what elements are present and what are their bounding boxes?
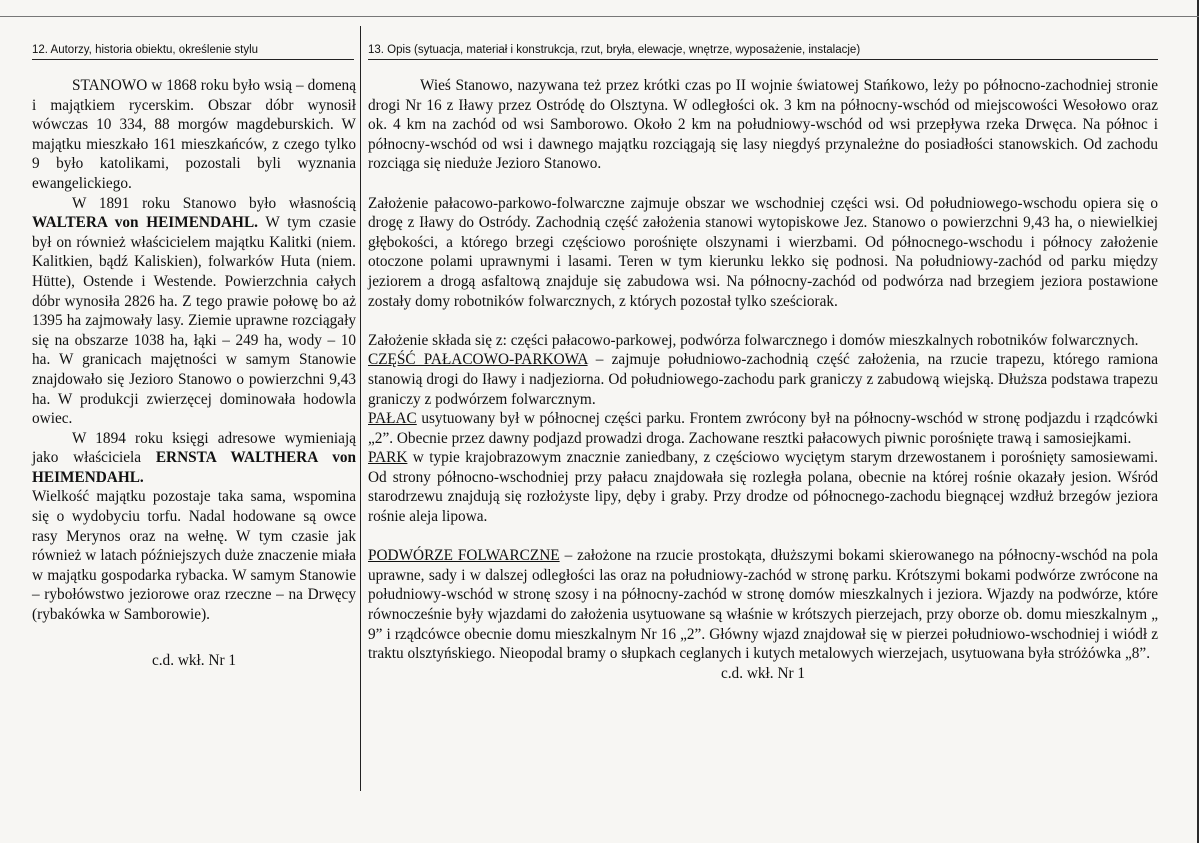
section-label: PAŁAC [368,410,417,428]
history-column [32,76,356,670]
section-text: – zajmuje południowo-zachodnią część założenia, na rzucie trapezu, którego ramiona stanowią drogi do Iławy i nadjeziorna. Od południowego-zachodu park graniczy z zabudową wiejską. Dłuższa podstawa trapezu graniczy z podwórzem folwarcznym. [368,351,1159,408]
column-divider [360,26,361,791]
left-column-header: 12. Autorzy, historia obiektu, określenie stylu [32,43,354,60]
history-paragraph-1: STANOWO w 1868 roku było wsią – domeną i majątkiem rycerskim. Obszar dóbr wynosił wówczas 10 334, 88 morgów magdeburskich. W majątku mieszkało 161 mieszkańców, z czego tylko 9 było katolikami, pozostali byli wyznania ewangelickiego. [32,77,356,192]
history-text: W 1891 roku Stanowo było własnością [72,194,356,212]
top-rule [0,16,1199,17]
section-palace [368,409,1158,448]
description-paragraph-layout: Założenie pałacowo-parkowo-folwarczne zajmuje obszar we wschodniej części wsi. Od południowego-wschodu opiera się o drogę z Iławy do Ostródy. Zachodnią część założenia stanowi wytopiskowe Jez. Stanowo o powierzchni 9,43 ha, o niewielkiej głębokości, a którego brzegi częściowo porośnięte olszynami i wierzbami. Od północnego-wschodu i północy założenie otoczone polami uprawnymi i lasami. Teren w tym kierunku lekko się podnosi. Na południowy-zachód od parku między jeziorem a drogą asfaltową znajduje się zabudowa wsi. Na północny-zachód od podwórza nad brzegiem jeziora postawione zostały domy robotników folwarcznych, z których pozostał tylko sześciorak. [368,194,1158,310]
section-text: w typie krajobrazowym znacznie zaniedbany, z częściowo wyciętym starym drzewostanem i porośnięty samosiewami. Od strony północno-wschodniej przy pałacu znajdowała się rozległa polana, obecnie na której rośnie okazały jesion. Wśród starodrzewu znajdują się rozłożyste lipy, dęby i graby. Przy drodze od północnego-zachodu biegnącej wzdłuż brzegów jeziora rośnie aleja lipowa. [368,449,1158,526]
continued-note: c.d. wkł. Nr 1 [720,664,806,682]
section-label: CZĘŚĆ PAŁACOWO-PARKOWA [368,351,588,369]
description-paragraph-components: Założenie składa się z: części pałacowo-parkowej, podwórza folwarcznego i domów mieszkalnych robotników folwarcznych. [368,331,1139,349]
section-label: PARK [368,449,408,467]
section-farmyard [368,546,1158,664]
section-park [368,448,1158,526]
section-text: usytuowany był w północnej części parku. Frontem zwrócony był na północny-wschód w stronę podjazdu i rządcówki „2”. Obecnie przez dawny podjazd prowadzi droga. Zachowane resztki pałacowych piwnic porośnięte trawą i samosiejkami. [368,410,1158,447]
right-column-header: 13. Opis (sytuacja, materiał i konstrukcja, rzut, bryła, elewacje, wnętrze, wyposażenie, instalacje) [368,43,1158,60]
section-text: – założone na rzucie prostokąta, dłuższymi bokami skierowanego na północny-wschód na pola uprawne, sady i w dalszej odległości las oraz na południowy-zachód w stronę parku. Krótszymi bokami podwórze zwrócone na południowy-wschód w stronę szosy i na północny-zachód w stronę domów mieszkalnych i jeziora. Wjazdy na podwórze, które równocześnie były wjazdami do założenia usytuowane są właśnie w krótszych pierzejach, przy oborze ob. domu mieszkalnym „ 9” i rządcówce obecnie domu mieszkalnym Nr 16 „2”. Główny wjazd znajdował się w pierzei południowo-wschodniej i wiódł z traktu olsztyńskiego. Nieopodal bramy o słupkach ceglanych i kutych metalowych wierzejach, usytuowana była stróżówka „8”. [368,547,1159,663]
history-text: W 1894 roku księgi adresowe wymieniają jako właściciela [32,429,356,467]
description-column [368,76,1158,683]
history-paragraph-3 [32,429,356,488]
history-paragraph-4: Wielkość majątku pozostaje taka sama, wspomina się o wydobyciu torfu. Nadal hodowane są owce rasy Merynos oraz na wełnę. W tym czasie jak również w latach późniejszych duże znaczenie miała w majątku gospodarka rybacka. W samym Stanowie – rybołówstwo jeziorowe oraz rzeczne – na Drwęcy (rybakówka w Samborowie). [32,488,356,624]
continued-note: c.d. wkł. Nr 1 [151,651,237,669]
owner-name: WALTERA von HEIMENDAHL. [32,214,258,232]
description-paragraph-location: Wieś Stanowo, nazywana też przez krótki czas po II wojnie światowej Stańkowo, leży po północno-zachodniej stronie drogi Nr 16 z Iławy przez Ostródę do Olsztyna. W odległości ok. 3 km na północny-wschód od miejscowości Wesołowo oraz ok. 4 km na zachód od wsi Samborowo. Około 2 km na południowy-wschód od wsi przepływa rzeka Drwęca. Na północ i północny-wschód od wsi i dawnego majątku rozciągają się lasy niegdyś przynależne do posiadłości stanowskich. Od zachodu rozciąga się nieduże Jezioro Stanowo. [368,77,1158,173]
history-text: W tym czasie był on również właścicielem majątku Kalitki (niem. Kalitkien, bądź Kaliskien), folwarków Huta (niem. Hütte), Ostende i Westende. Powierzchnia całych dóbr wynosiła 2826 ha. Z tego prawie połowę bo aż 1395 ha zajmowały lasy. Ziemie uprawne rozciągały się na obszarze 1038 ha, łąki – 249 ha, wody – 10 ha. W granicach majętności w samym Stanowie znajdowało się Jezioro Stanowo o powierzchni 9,43 ha. W produkcji zwierzęcej dominowała hodowla owiec. [32,214,356,428]
section-palace-park [368,350,1158,409]
history-paragraph-2 [32,194,356,429]
section-label: PODWÓRZE FOLWARCZNE [368,547,560,565]
owner-name: ERNSTA WALTHERA von HEIMENDAHL. [32,449,356,486]
